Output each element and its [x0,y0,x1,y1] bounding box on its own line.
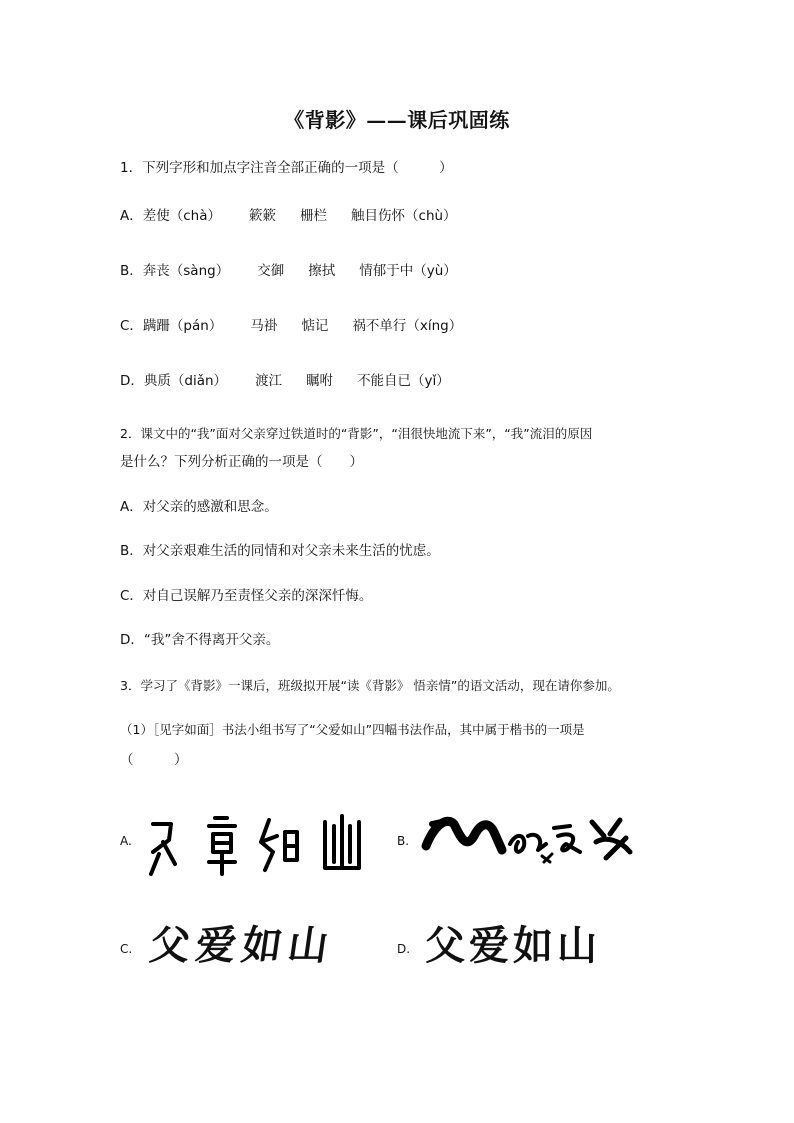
choice-d-label[interactable]: D. [397,942,411,956]
running-script-calligraphy-text: 父爱如山 [146,922,338,969]
q2-option-d[interactable]: D．“我”舍不得离开父亲。 [120,632,280,648]
q3-stem: 3．学习了《背影》一课后，班级拟开展“读《背影》 悟亲情”的语文活动，现在请你参加。 [120,678,620,693]
wild-cursive-calligraphy-image [420,806,640,870]
q2-option-c[interactable]: C．对自己误解乃至责怪父亲的深深忏悔。 [120,588,373,604]
q1-option-c[interactable]: C．蹒跚（pán） 马褂 惦记 祸不单行（xíng） [120,318,463,334]
seal-script-calligraphy-image [145,812,370,882]
regular-script-calligraphy-text: 父爱如山 [425,922,601,969]
choice-c-label[interactable]: C. [120,942,133,956]
q3-sub1-line1: （1）［见字如面］书法小组书写了“父爱如山”四幅书法作品，其中属于楷书的一项是 [120,722,585,737]
choice-b-label[interactable]: B. [397,834,410,848]
q1-stem: 1．下列字形和加点字注音全部正确的一项是（ ） [120,160,453,176]
page-title: 《背影》——课后巩固练 [284,108,510,132]
q2-stem-line1: 2．课文中的“我”面对父亲穿过铁道时的“背影”，“泪很快地流下来”，“我”流泪的原因 [120,426,593,441]
choice-a-label[interactable]: A. [120,834,132,848]
q1-option-d[interactable]: D．典质（diǎn） 渡江 瞩咐 不能自已（yǐ） [120,373,450,389]
q1-option-a[interactable]: A．差使（chà） 簌簌 栅栏 触目伤怀（chù） [120,208,457,224]
q2-option-b[interactable]: B．对父亲艰难生活的同情和对父亲未来生活的忧虑。 [120,543,440,559]
q1-option-b[interactable]: B．奔丧（sàng） 交御 擦拭 情郁于中（yù） [120,263,457,279]
q3-sub1-line2: （ ） [120,752,188,768]
q2-stem-line2: 是什么？下列分析正确的一项是（ ） [120,454,363,470]
q2-option-a[interactable]: A．对父亲的感激和思念。 [120,499,278,515]
